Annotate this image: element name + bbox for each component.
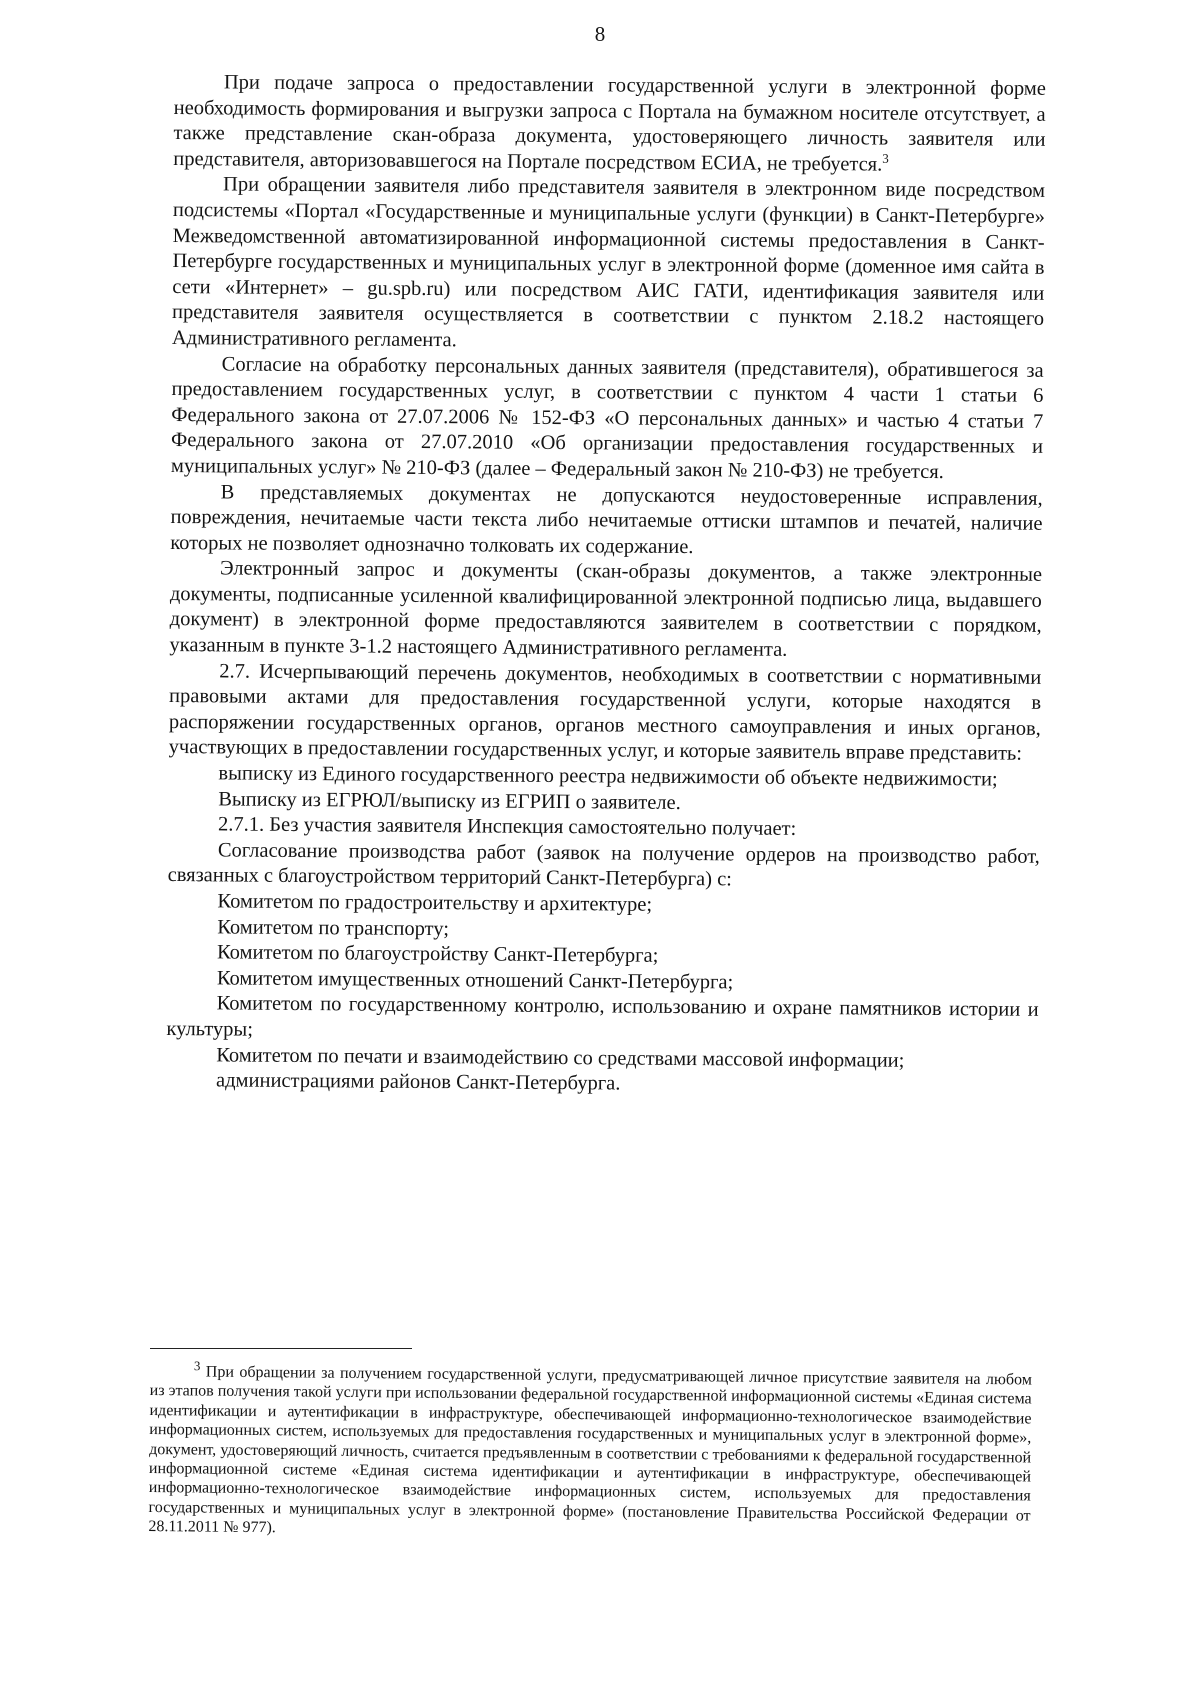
paragraph-text: При подаче запроса о предоставлении государственной услуги в электронной форме необходимость формирования и выгрузки запроса с Портала на бумажном носителе отсутствует, а также представление скан-образа документа, удостоверяющего личность заявителя или представителя, авторизовавшегося на Портале посредством ЕСИА, не требуется.: [173, 71, 1046, 176]
footnote-number: 3: [193, 1358, 201, 1374]
paragraph-works-approval: Согласование производства работ (заявок на получение ордеров на производство работ, связанных с благоустройством территорий Санкт-Петербурга) с:: [167, 839, 1040, 891]
agency-item: Комитетом по государственному контролю, использованию и охране памятников истории и культуры;: [166, 992, 1039, 1041]
agency-item: администрациями районов Санкт-Петербурга.: [215, 1069, 621, 1095]
paragraph-personal-data-consent: Согласие на обработку персональных данных заявителя (представителя), обратившегося за предоставлением государственных услуг, в соответствии с пунктом 4 части 1 статьи 6 Федерального закона от 27.07.2006 № 152-ФЗ «О персональных данных» и частью 4 статьи 7 Федерального закона от 27.07.2010 «Об организации предоставления государственных и муниципальных услуг» № 210-ФЗ (далее – Федеральный закон № 210-ФЗ) не требуется.: [170, 352, 1044, 483]
paragraph-portal-request: [173, 70, 1046, 179]
paragraph-section-2-7: 2.7. Исчерпывающий перечень документов, необходимых в соответствии с нормативными правовыми актами для предоставления государственной услуги, которые находятся в распоряжении государственных органов, органов местного самоуправления и иных органов, участвующих в предоставлении государственных услуг, и которые заявитель вправе представить:: [168, 660, 1042, 766]
page-number: 8: [594, 22, 606, 46]
agency-item: Комитетом по градостроительству и архитектуре;: [217, 890, 653, 916]
agency-item: Комитетом по благоустройству Санкт-Петербурга;: [216, 941, 659, 968]
paragraph-property-registry-extract: выписку из Единого государственного реестра недвижимости об объекте недвижимости;: [218, 762, 998, 791]
footnote: [148, 1358, 1032, 1545]
paragraph-electronic-documents: Электронный запрос и документы (скан-образы документов, а также электронные документы, подписанные усиленной квалифицированной электронной подписью лица, выдавшего документ) в электронной форме предоставляются заявителем в соответствии с порядком, указанным в пункте 3-1.2 настоящего Административного регламента.: [169, 557, 1043, 661]
paragraph-section-2-7-1: 2.7.1. Без участия заявителя Инспекция самостоятельно получает:: [217, 813, 797, 841]
document-body: [166, 70, 1046, 1101]
paragraph-electronic-identification: При обращении заявителя либо представителя заявителя в электронном виде посредством подсистемы «Портал «Государственные и муниципальные услуги (функции) в Санкт-Петербурге» Межведомственной автоматизированной информационной системы предоставления в Санкт-Петербурге государственных и муниципальных услуг в электронной форме (доменное имя сайта в сети «Интернет» – gu.spb.ru) или посредством АИС ГАТИ, идентификация заявителя или представителя заявителя осуществляется в соответствии с пунктом 2.18.2 настоящего Административного регламента.: [171, 173, 1046, 352]
footnote-reference[interactable]: 3: [882, 150, 889, 166]
agency-item: Комитетом имущественных отношений Санкт-Петербурга;: [216, 967, 734, 994]
paragraph-egrul-extract: Выписку из ЕГРЮЛ/выписку из ЕГРИП о заявителе.: [218, 787, 681, 814]
agency-item: Комитетом по печати и взаимодействию со средствами массовой информации;: [216, 1043, 905, 1072]
agency-item: Комитетом по транспорту;: [217, 915, 450, 940]
footnote-text: При обращении за получением государственной услуги, предусматривающей личное присутствие заявителя на любом из этапов получения такой услуги при использовании федеральной государственной информационной системы «Единая система идентификации и аутентификации в инфраструктуре, обеспечивающей информационно-технологическое взаимодействие информационных систем, используемых для предоставления государственных и муниципальных услуг в электронной форме», документ, удостоверяющий личность, считается предъявленным в соответствии с требованиями к федеральной государственной информационной системе «Единая система идентификации и аутентификации в инфраструктуре, обеспечивающей информационно-технологическое взаимодействие информационных систем, используемых для предоставления государственных и муниципальных услуг в электронной форме» (постановление Правительства Российской Федерации от 28.11.2011 № 977).: [148, 1363, 1032, 1537]
paragraph-document-corrections: В представляемых документах не допускаются неудостоверенные исправления, повреждения, нечитаемые части текста либо нечитаемые оттиски штампов и печатей, наличие которых не позволяет однозначно толковать их содержание.: [170, 480, 1043, 558]
footnote-divider: [150, 1348, 412, 1349]
